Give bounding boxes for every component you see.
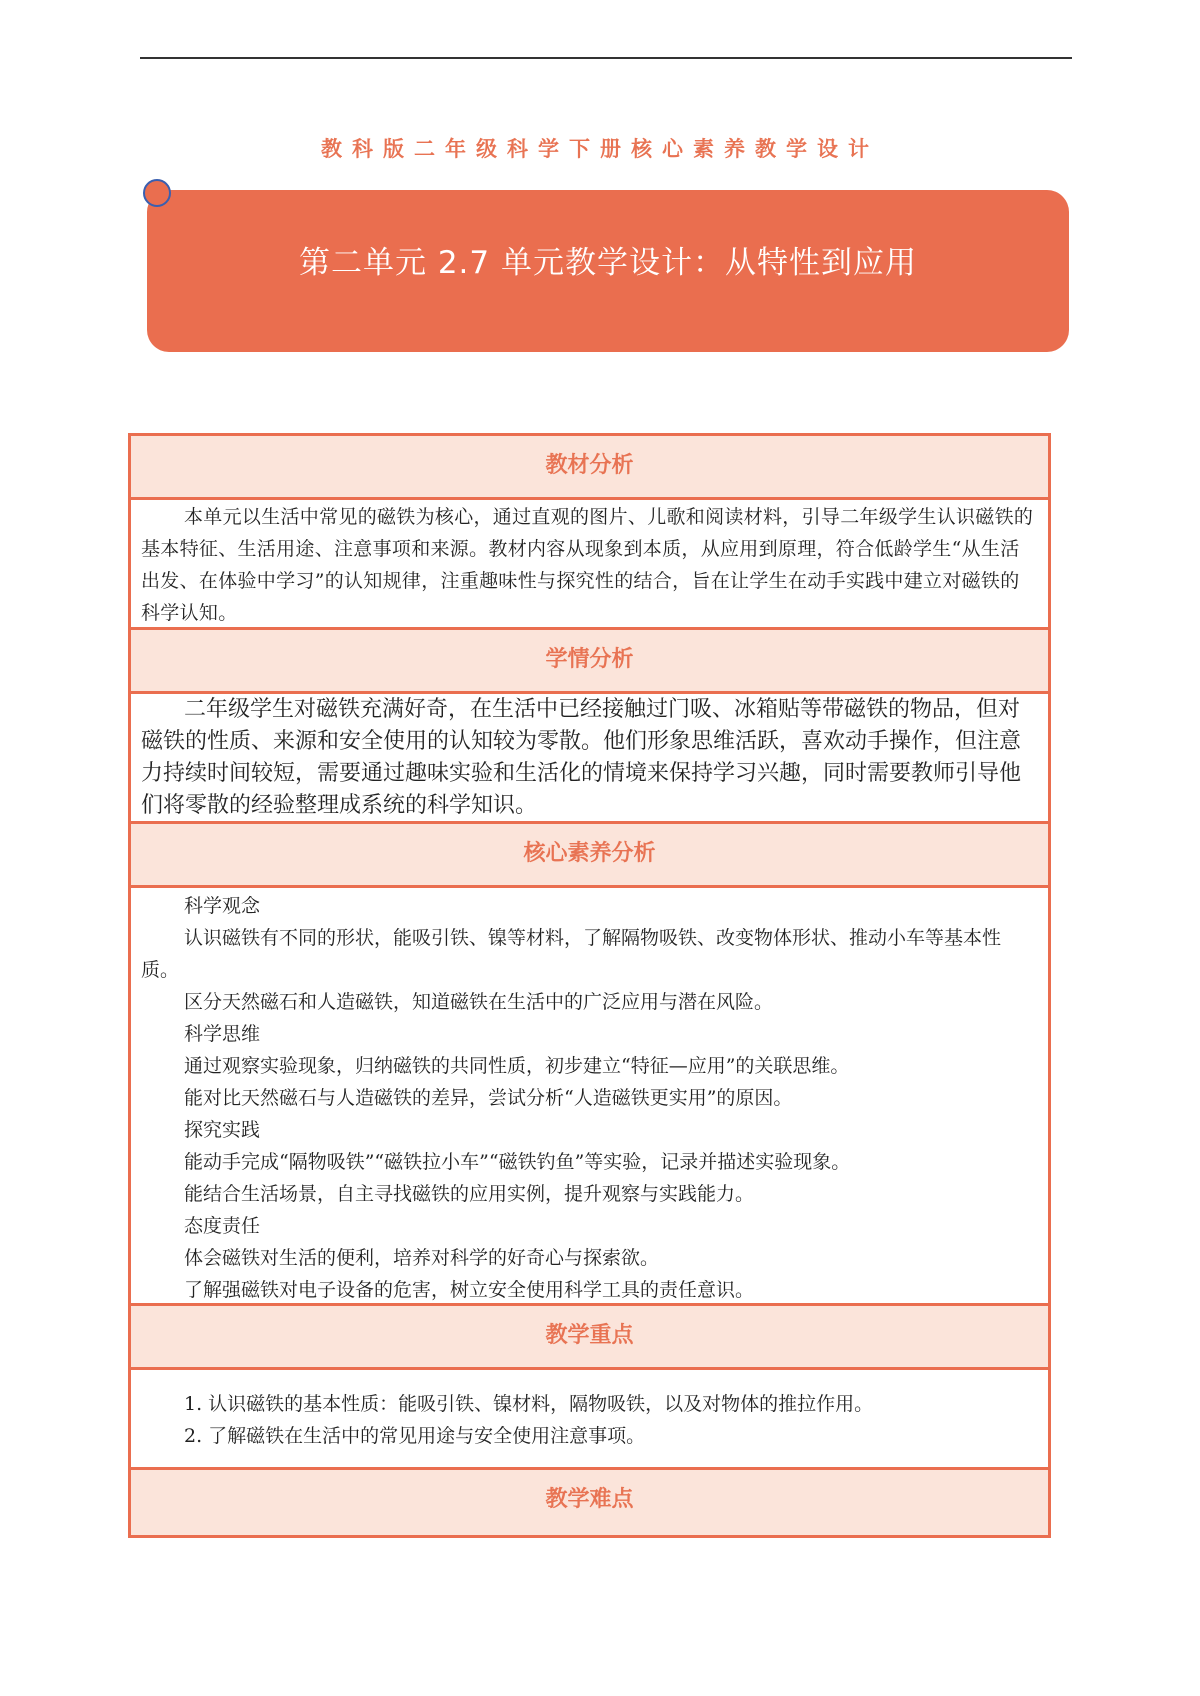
series-title: 教科版二年级科学下册核心素养教学设计 bbox=[321, 137, 879, 161]
section-title-difficulties: 教学难点 bbox=[545, 1487, 634, 1512]
top-rule bbox=[140, 57, 1072, 59]
design-table bbox=[128, 433, 1051, 1538]
section-title-key-points: 教学重点 bbox=[545, 1323, 634, 1348]
section-body-key-points bbox=[131, 1370, 1048, 1470]
key-point-item: 1. 认识磁铁的基本性质：能吸引铁、镍材料，隔物吸铁，以及对物体的推拉作用。 bbox=[184, 1393, 874, 1415]
core-heading-concept: 科学观念 bbox=[184, 895, 261, 917]
section-header-core bbox=[131, 824, 1048, 888]
section-body-material bbox=[131, 500, 1048, 630]
key-point-item: 2. 了解磁铁在生活中的常见用途与安全使用注意事项。 bbox=[184, 1425, 646, 1447]
core-line: 了解强磁铁对电子设备的危害，树立安全使用科学工具的责任意识。 bbox=[184, 1279, 755, 1301]
banner-dot-decoration bbox=[143, 179, 171, 207]
section-title-students: 学情分析 bbox=[545, 647, 634, 672]
section-header-difficulties bbox=[131, 1470, 1048, 1535]
section-body-core bbox=[131, 888, 1048, 1306]
core-line: 认识磁铁有不同的形状，能吸引铁、镍等材料，了解隔物吸铁、改变物体形状、推动小车等基本性质。 bbox=[141, 927, 1002, 981]
core-line: 能对比天然磁石与人造磁铁的差异，尝试分析“人造磁铁更实用”的原因。 bbox=[184, 1087, 793, 1109]
section-header-students bbox=[131, 630, 1048, 694]
section-title-core: 核心素养分析 bbox=[523, 841, 656, 866]
section-header-key-points bbox=[131, 1306, 1048, 1370]
section-header-material bbox=[131, 436, 1048, 500]
core-line: 体会磁铁对生活的便利，培养对科学的好奇心与探索欲。 bbox=[184, 1247, 660, 1269]
unit-title: 第二单元 2.7 单元教学设计：从特性到应用 bbox=[298, 245, 917, 281]
core-line: 区分天然磁石和人造磁铁，知道磁铁在生活中的广泛应用与潜在风险。 bbox=[184, 991, 774, 1013]
core-heading-thinking: 科学思维 bbox=[184, 1023, 261, 1045]
students-text: 二年级学生对磁铁充满好奇，在生活中已经接触过门吸、冰箱贴等带磁铁的物品，但对磁铁的性质、来源和安全使用的认知较为零散。他们形象思维活跃，喜欢动手操作，但注意力持续时间较短，需要通过趣味实验和生活化的情境来保持学习兴趣，同时需要教师引导他们将零散的经验整理成系统的科学知识。 bbox=[141, 697, 1022, 818]
core-line: 能动手完成“隔物吸铁”“磁铁拉小车”“磁铁钓鱼”等实验，记录并描述实验现象。 bbox=[184, 1151, 851, 1173]
section-body-students bbox=[131, 694, 1048, 824]
material-text: 本单元以生活中常见的磁铁为核心，通过直观的图片、儿歌和阅读材料，引导二年级学生认识磁铁的基本特征、生活用途、注意事项和来源。教材内容从现象到本质，从应用到原理，符合低龄学生“从生活出发、在体验中学习”的认知规律，注重趣味性与探究性的结合，旨在让学生在动手实践中建立对磁铁的科学认知。 bbox=[141, 506, 1034, 624]
section-title-material: 教材分析 bbox=[545, 453, 634, 478]
core-line: 能结合生活场景，自主寻找磁铁的应用实例，提升观察与实践能力。 bbox=[184, 1183, 755, 1205]
core-line: 通过观察实验现象，归纳磁铁的共同性质，初步建立“特征—应用”的关联思维。 bbox=[184, 1055, 850, 1077]
core-heading-attitude: 态度责任 bbox=[184, 1215, 261, 1237]
core-heading-practice: 探究实践 bbox=[184, 1119, 261, 1141]
